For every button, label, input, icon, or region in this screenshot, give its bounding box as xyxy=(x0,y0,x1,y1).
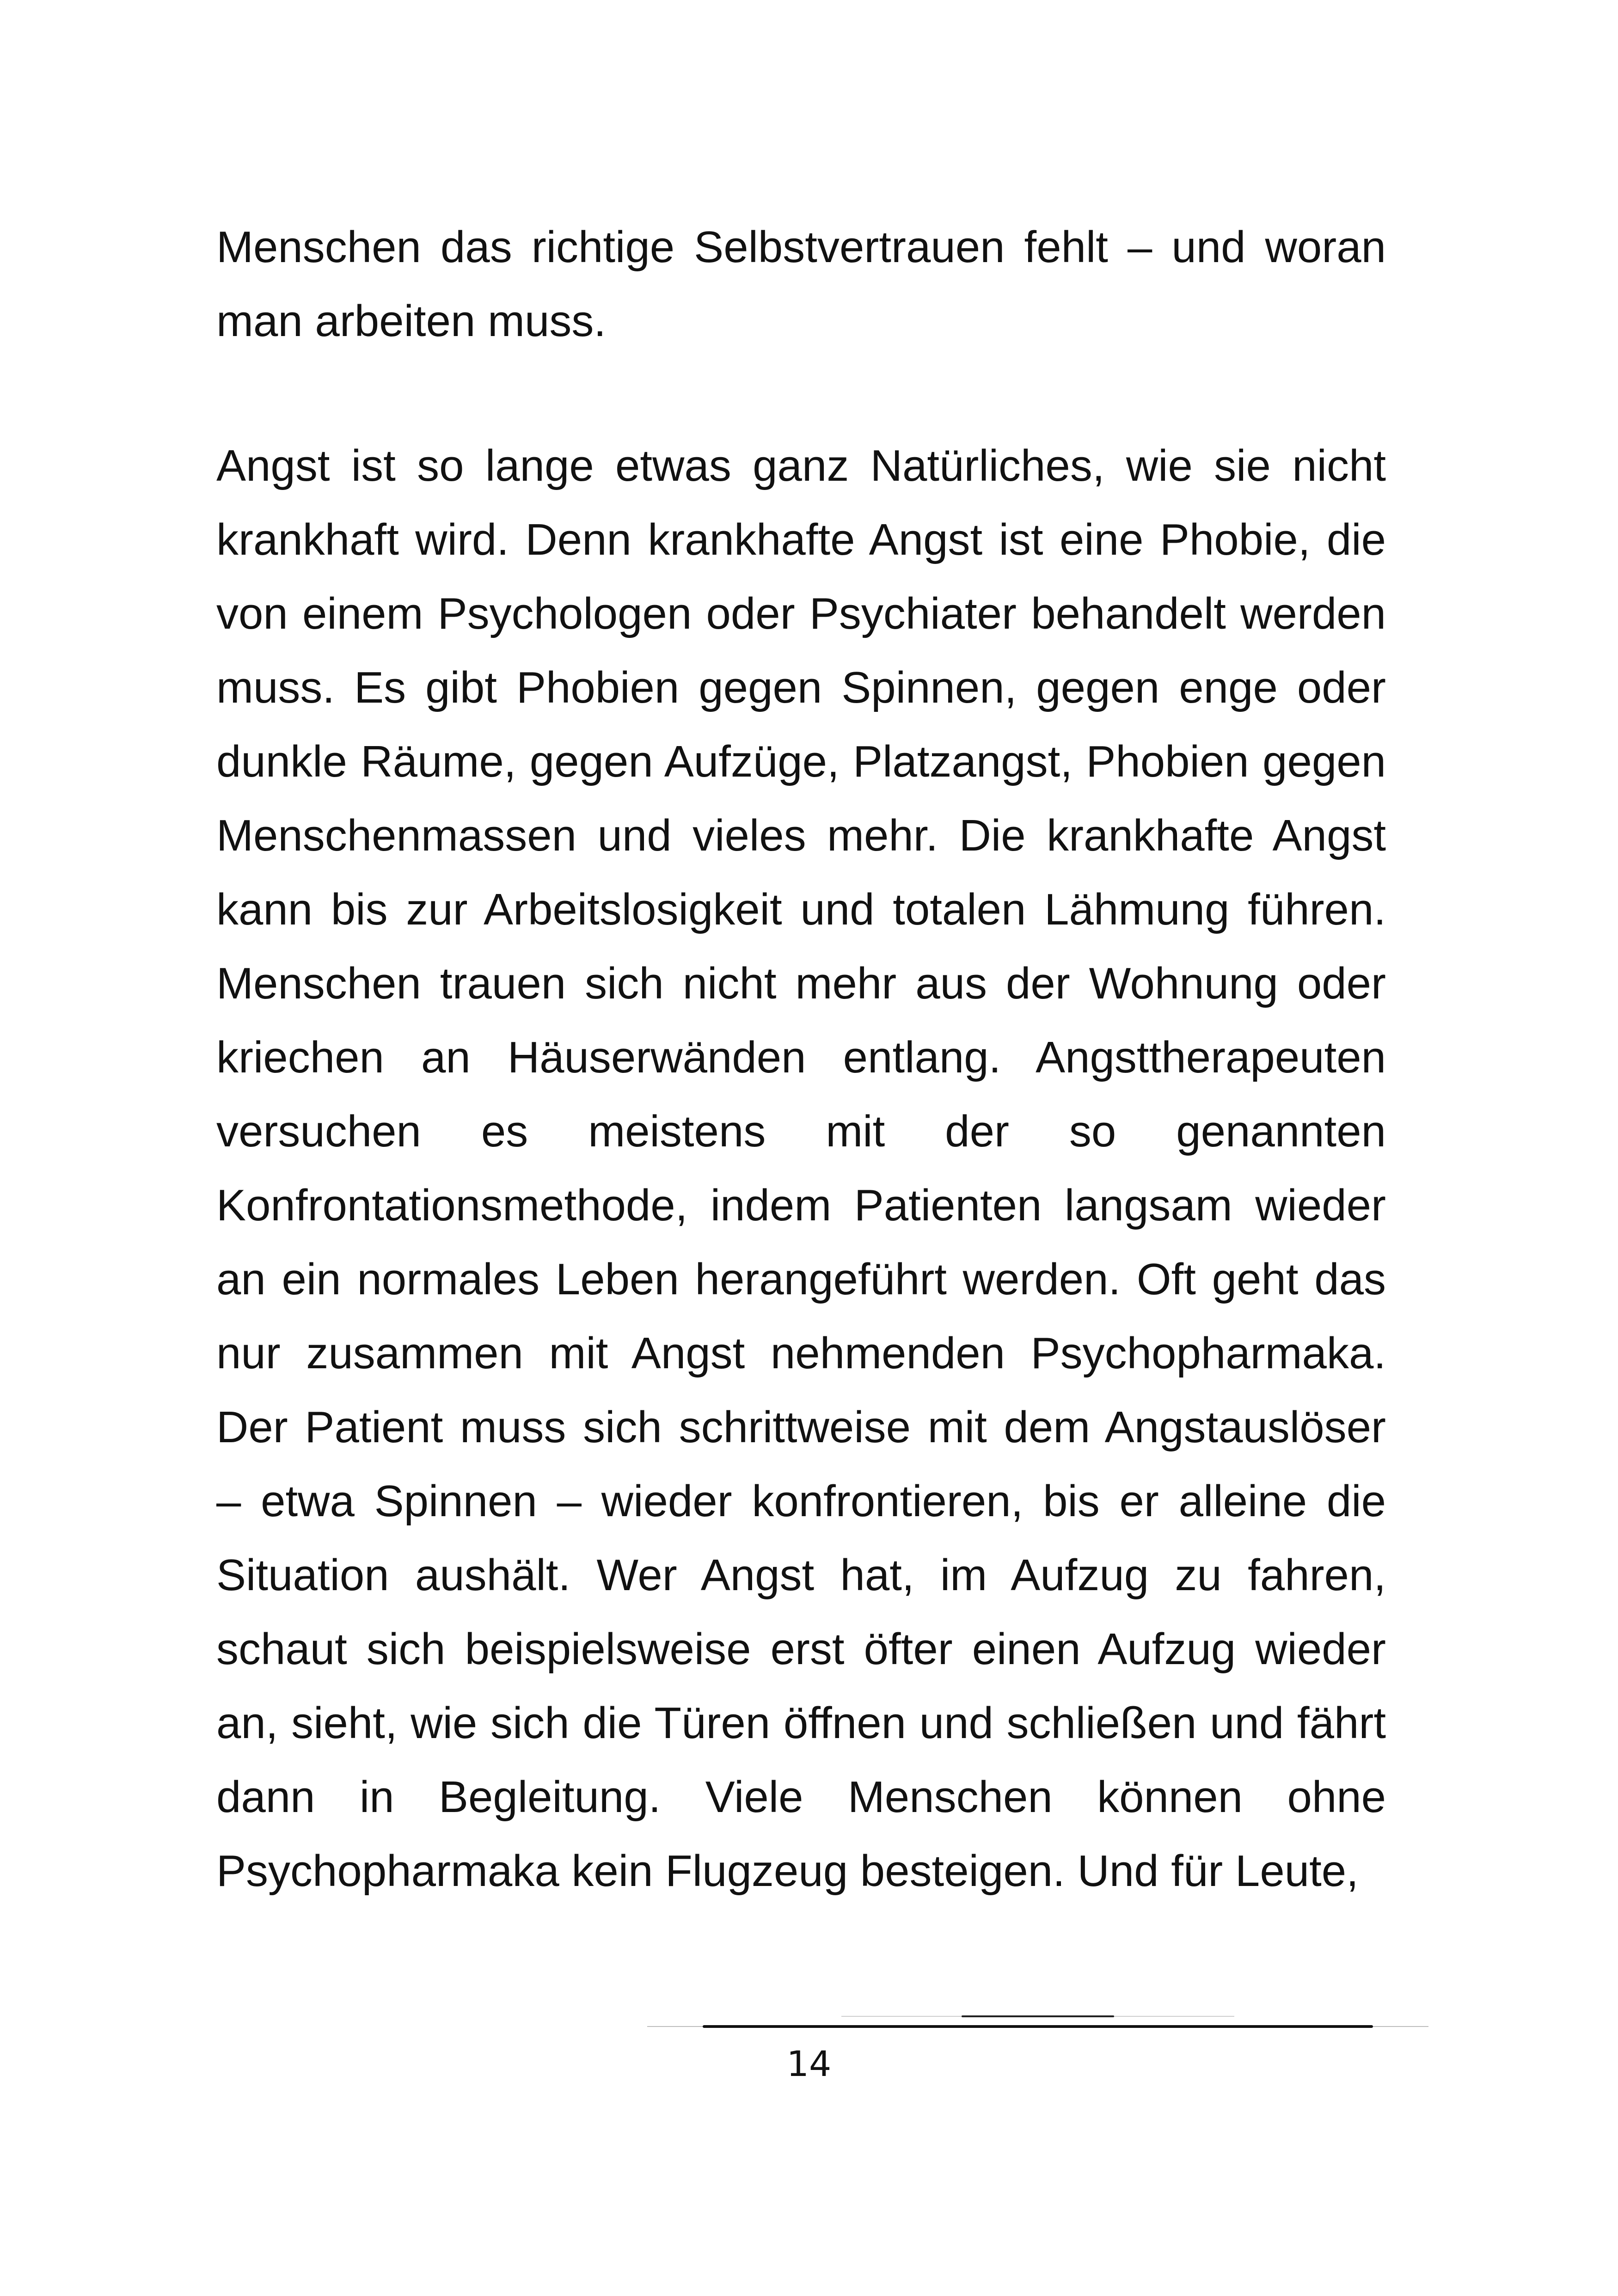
paragraph-text: Angst ist so lange etwas ganz Natürliches, wie sie nicht krankhaft wird. Denn krankhafte Angst ist eine Phobie, die von einem Psychologen oder Psychiater behandelt werden muss. Es gibt Phobien gegen Spinnen, gegen enge oder dunkle Räume, gegen Aufzüge, Platzangst, Phobien gegen Menschenmassen und vieles mehr. Die krankhafte Angst kann bis zur Arbeitslosigkeit und totalen Lähmung führen. Menschen trauen sich nicht mehr aus der Wohnung oder kriechen an Häuserwänden entlang. Angsttherapeuten versuchen es meistens mit der so genannten Konfrontationsmethode, indem Patienten langsam wieder an ein normales Leben herangeführt werden. Oft geht das nur zusammen mit Angst nehmenden Psychopharmaka. Der Patient muss sich schrittweise mit dem Angstauslöser – etwa Spinnen – wieder konfrontieren, bis er alleine die Situation aushält. Wer Angst hat, im Aufzug zu fahren, schaut sich beispielsweise erst öfter einen Aufzug wieder an, sieht, wie sich die Türen öffnen und schließen und fährt dann in Begleitung. Viele Menschen können ohne Psychopharmaka kein Flugzeug besteigen. Und für Leute, xyxy=(216,441,1386,1896)
footer-divider-upper-accent xyxy=(962,2015,1114,2017)
footer-divider-accent xyxy=(703,2025,1373,2028)
paragraph-angst xyxy=(216,429,1386,1908)
paragraph-continued xyxy=(216,210,1386,358)
page-number: 14 xyxy=(786,2043,832,2084)
paragraph-text: Menschen das richtige Selbstvertrauen fehlt – und woran man arbeiten muss. xyxy=(216,222,1386,346)
